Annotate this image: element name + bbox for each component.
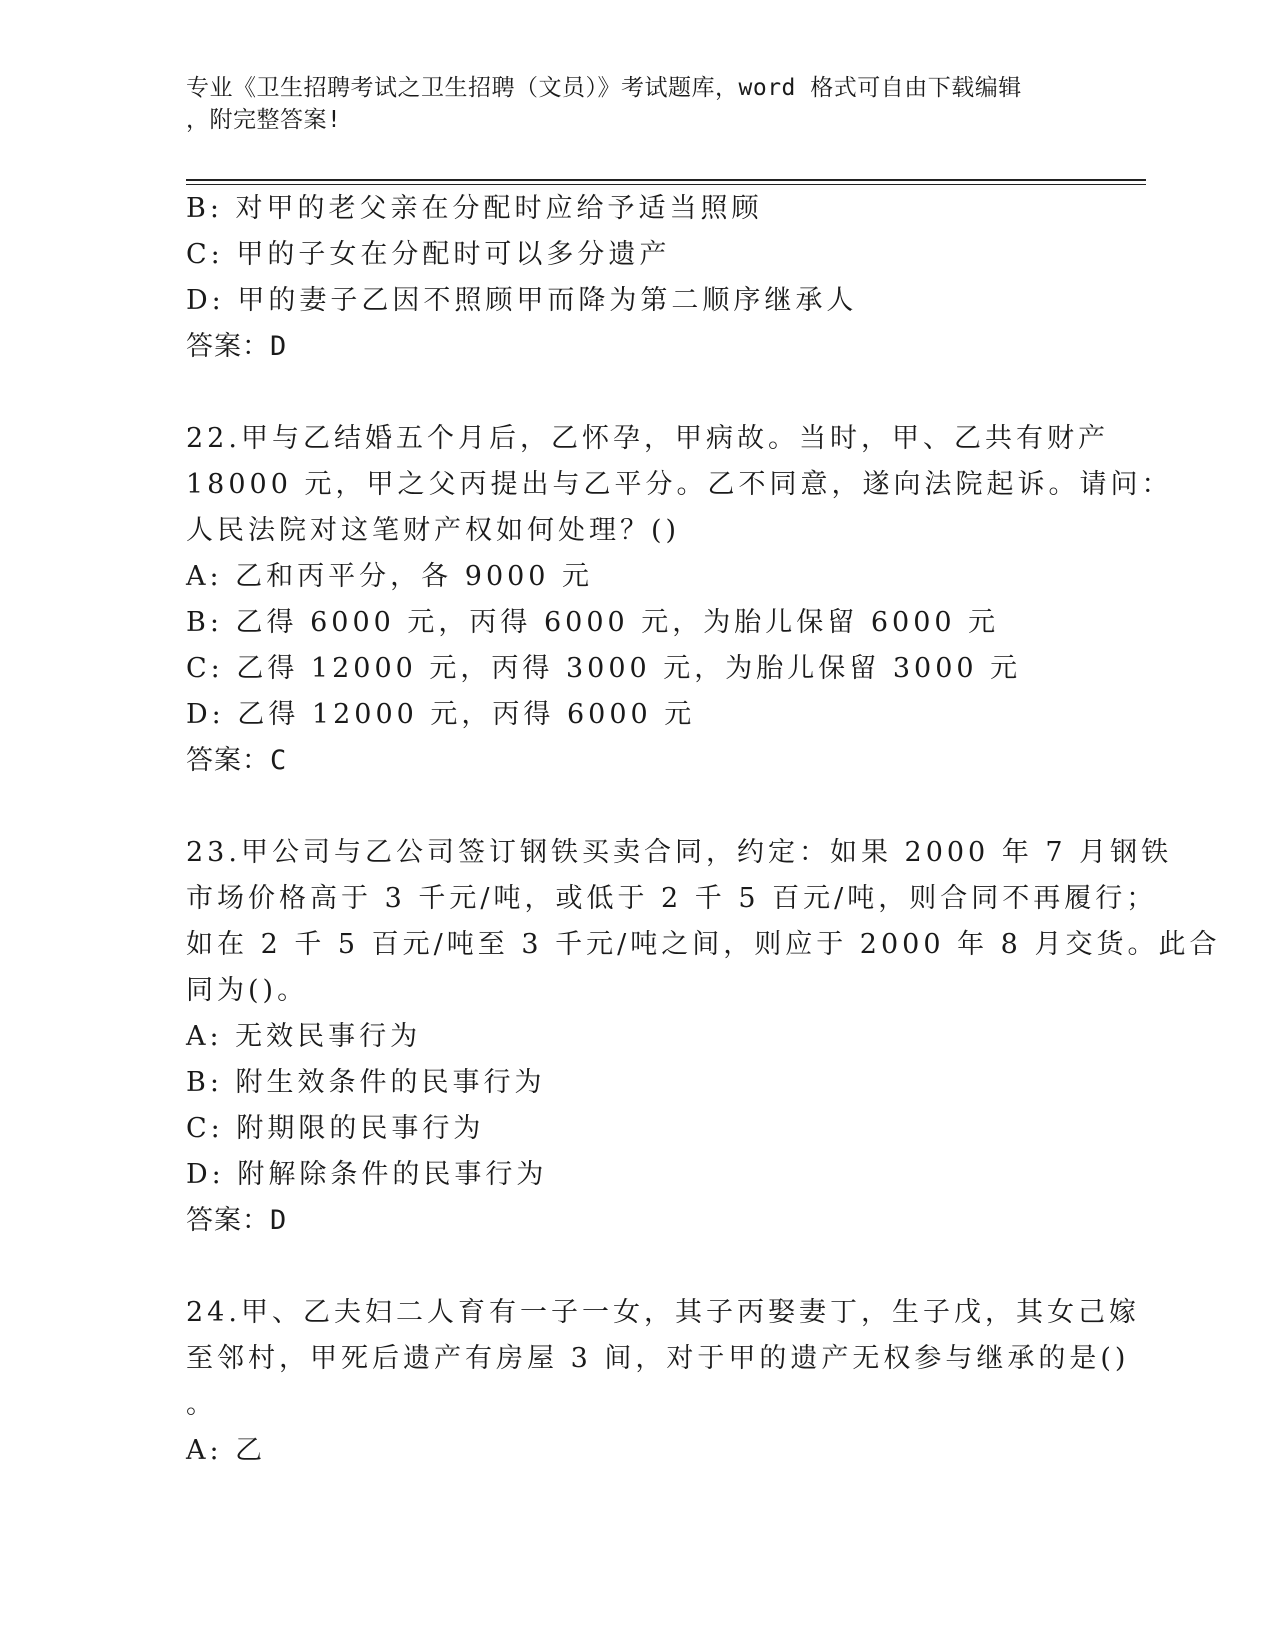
document-header xyxy=(186,72,1066,136)
header-line-1: 专业《卫生招聘考试之卫生招聘（文员）》考试题库，word 格式可自由下载编辑 xyxy=(186,75,1022,101)
question-22 xyxy=(186,416,1173,784)
question-21 xyxy=(186,186,1086,370)
question-24 xyxy=(186,1290,1140,1474)
q24-stem-line-3: 。 xyxy=(186,1389,217,1420)
question-23 xyxy=(186,830,1221,1244)
q23-stem-line-4: 同为()。 xyxy=(186,975,309,1006)
spacer xyxy=(186,370,1086,416)
q23-stem-line-3: 如在 2 千 5 百元/吨至 3 千元/吨之间，则应于 2000 年 8 月交货。此合 xyxy=(186,929,1221,960)
spacer xyxy=(186,784,1086,830)
q22-option-a: A: 乙和丙平分，各 9000 元 xyxy=(186,561,594,592)
q22-stem-line-3: 人民法院对这笔财产权如何处理？() xyxy=(186,515,681,546)
q24-stem-line-1: 24.甲、乙夫妇二人育有一子一女，其子丙娶妻丁，生子戊，其女己嫁 xyxy=(186,1297,1140,1328)
question-list xyxy=(186,186,1221,1474)
q23-option-d: D: 附解除条件的民事行为 xyxy=(186,1159,548,1190)
header-line-2: ，附完整答案! xyxy=(186,107,342,133)
q22-answer: 答案：C xyxy=(186,745,288,776)
q22-option-c: C: 乙得 12000 元，丙得 3000 元，为胎儿保留 3000 元 xyxy=(186,653,1022,684)
q22-option-d: D: 乙得 12000 元，丙得 6000 元 xyxy=(186,699,696,730)
spacer xyxy=(186,1244,1086,1290)
header-divider-thin xyxy=(186,184,1146,185)
q21-option-b: B: 对甲的老父亲在分配时应给予适当照顾 xyxy=(186,193,763,224)
q23-stem-line-1: 23.甲公司与乙公司签订钢铁买卖合同，约定：如果 2000 年 7 月钢铁 xyxy=(186,837,1173,868)
q23-stem-line-2: 市场价格高于 3 千元/吨，或低于 2 千 5 百元/吨，则合同不再履行； xyxy=(186,883,1158,914)
q24-option-a: A: 乙 xyxy=(186,1435,267,1466)
q22-option-b: B: 乙得 6000 元，丙得 6000 元，为胎儿保留 6000 元 xyxy=(186,607,1000,638)
q23-answer: 答案：D xyxy=(186,1205,288,1236)
q23-option-c: C: 附期限的民事行为 xyxy=(186,1113,485,1144)
q21-option-c: C: 甲的子女在分配时可以多分遗产 xyxy=(186,239,671,270)
q23-option-a: A: 无效民事行为 xyxy=(186,1021,422,1052)
q22-stem-line-1: 22.甲与乙结婚五个月后，乙怀孕，甲病故。当时，甲、乙共有财产 xyxy=(186,423,1109,454)
q21-answer: 答案：D xyxy=(186,331,288,362)
q23-option-b: B: 附生效条件的民事行为 xyxy=(186,1067,546,1098)
q21-option-d: D: 甲的妻子乙因不照顾甲而降为第二顺序继承人 xyxy=(186,285,858,316)
q22-stem-line-2: 18000 元，甲之父丙提出与乙平分。乙不同意，遂向法院起诉。请问： xyxy=(186,469,1173,500)
header-divider-thick xyxy=(186,179,1146,181)
q24-stem-line-2: 至邻村，甲死后遗产有房屋 3 间，对于甲的遗产无权参与继承的是() xyxy=(186,1343,1130,1374)
